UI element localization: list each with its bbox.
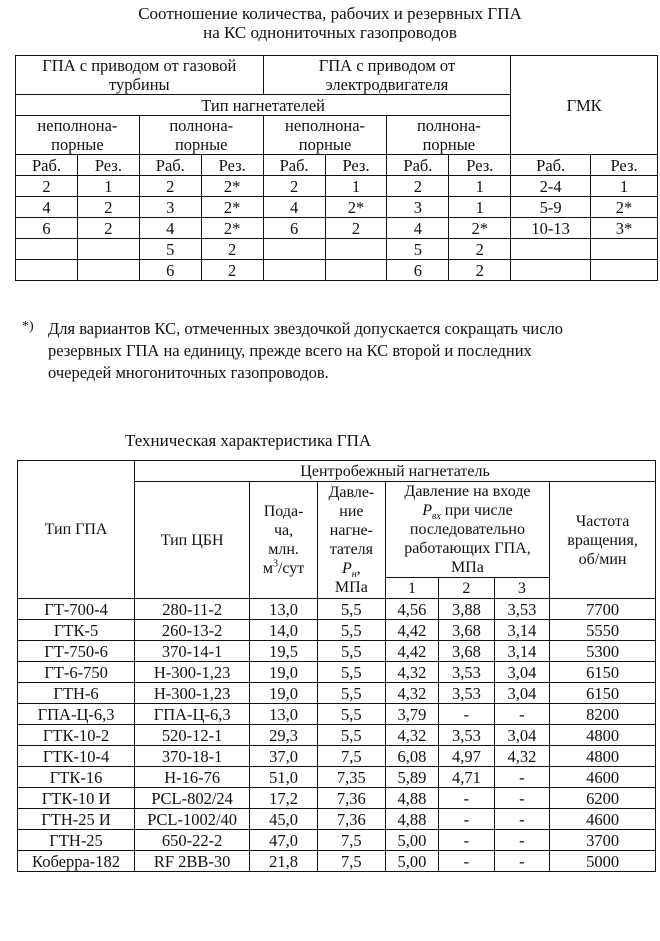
table-row (18, 641, 656, 662)
table-cell: Коберра-182 (18, 851, 135, 872)
table-cell: - (439, 830, 494, 851)
table-cell: 3 (387, 197, 449, 218)
table-cell (77, 260, 139, 281)
inlet-subscript: вх (431, 511, 441, 523)
table-cell: 5-9 (511, 197, 591, 218)
table-row (18, 767, 656, 788)
table-cell: 2 (263, 176, 325, 197)
header-inlet-line4: работающих ГПА, (404, 540, 531, 557)
footnote-line1: Для вариантов КС, отмеченных звездочкой допускается сокращать число (48, 319, 564, 338)
table-cell: - (439, 851, 494, 872)
supply-unit-m: м (262, 560, 273, 577)
table-cell: 520-12-1 (135, 725, 250, 746)
table-cell: 2 (16, 176, 78, 197)
table-cell: 3,04 (494, 662, 549, 683)
table-cell: 4 (139, 218, 201, 239)
header-reserve: Рез. (325, 155, 387, 176)
table-cell: 6 (16, 218, 78, 239)
table-cell: 4,97 (439, 746, 494, 767)
table-cell: 1 (77, 176, 139, 197)
table-cell: 2 (387, 176, 449, 197)
table-row (18, 830, 656, 851)
header-incomplete-1 (16, 116, 140, 155)
table-cell: 2* (591, 197, 658, 218)
table-cell: 47,0 (250, 830, 318, 851)
table-cell: Н-16-76 (135, 767, 250, 788)
header-inlet-line3: последовательно (409, 521, 525, 538)
table-cell: 6 (387, 260, 449, 281)
table-cell: 3,88 (439, 599, 494, 620)
footnote-text (48, 318, 658, 384)
table-cell: 14,0 (250, 620, 318, 641)
table-cell: 2* (201, 176, 263, 197)
table-cell: 3* (591, 218, 658, 239)
table-row (18, 851, 656, 872)
table-row (18, 788, 656, 809)
footnote-mark: *) (22, 319, 34, 334)
table-cell: 45,0 (250, 809, 318, 830)
header-inlet-line5: МПа (451, 559, 484, 576)
table-cell: 370-14-1 (135, 641, 250, 662)
table-cell: 2* (201, 197, 263, 218)
table-cell: 7700 (550, 599, 656, 620)
table-cell: 2 (449, 260, 511, 281)
table-cell: 1 (591, 176, 658, 197)
header-inlet-line1: Давление на входе (404, 483, 531, 500)
header-complete-1 (139, 116, 263, 155)
table-cell: 2* (325, 197, 387, 218)
header-speed-line2: вращения, (567, 531, 638, 549)
table-cell: 5,5 (317, 662, 385, 683)
header-work: Раб. (387, 155, 449, 176)
header-complete-1-line2: порные (174, 135, 228, 154)
table-cell: ГТК-10-4 (18, 746, 135, 767)
table-cell: 19,0 (250, 662, 318, 683)
table-cell: 1 (449, 176, 511, 197)
table-cell: 13,0 (250, 704, 318, 725)
header-supply-line2: ча, (273, 522, 294, 539)
header-complete-2-line2: порные (422, 135, 476, 154)
table-cell: - (439, 704, 494, 725)
table-cell: ГТ-6-750 (18, 662, 135, 683)
header-centrifugal: Центробежный нагнетатель (135, 461, 656, 482)
header-inlet (385, 482, 549, 578)
header-electric-line2: электродвигателя (325, 75, 449, 94)
table-cell: 370-18-1 (135, 746, 250, 767)
table-cell: 4,88 (385, 809, 438, 830)
header-type-gpa: Тип ГПА (18, 461, 135, 599)
table-cell: ГПА-Ц-6,3 (18, 704, 135, 725)
table-cell (325, 260, 387, 281)
table-cell: 37,0 (250, 746, 318, 767)
table-cell: 4,32 (385, 683, 438, 704)
table-cell: - (494, 809, 549, 830)
table-cell: PCL-1002/40 (135, 809, 250, 830)
table-cell: 6 (139, 260, 201, 281)
table1-title-line2: на КС однониточных газопроводов (203, 23, 457, 42)
inlet-rest: при числе (440, 502, 513, 519)
table-cell: 7,5 (317, 830, 385, 851)
header-reserve: Рез. (449, 155, 511, 176)
table-cell: 2 (449, 239, 511, 260)
header-work: Раб. (139, 155, 201, 176)
table-cell: 2 (77, 218, 139, 239)
header-complete-1-line1: полнона- (169, 116, 234, 135)
header-electric (263, 56, 511, 95)
table-cell: 6150 (550, 662, 656, 683)
header-inlet-line2 (386, 501, 549, 523)
header-incomplete-2 (263, 116, 387, 155)
table-cell (263, 239, 325, 260)
table-cell: ГТК-10 И (18, 788, 135, 809)
table-cell: 4,71 (439, 767, 494, 788)
table-cell: - (494, 767, 549, 788)
table-cell: PCL-802/24 (135, 788, 250, 809)
header-pressure-line3: нагне- (329, 522, 373, 539)
supply-unit-exponent: 3 (272, 558, 278, 570)
table-row (16, 197, 658, 218)
table-cell: 2* (201, 218, 263, 239)
table-cell: 280-11-2 (135, 599, 250, 620)
table-cell (77, 239, 139, 260)
table-cell: 13,0 (250, 599, 318, 620)
table-cell: 4,42 (385, 620, 438, 641)
table-cell: 2 (139, 176, 201, 197)
table-row (16, 260, 658, 281)
table-row (16, 218, 658, 239)
table-cell: RF 2BB-30 (135, 851, 250, 872)
table-cell: ГТН-25 И (18, 809, 135, 830)
table-cell: 3,14 (494, 641, 549, 662)
header-n1: 1 (385, 578, 438, 599)
table-cell: 6,08 (385, 746, 438, 767)
table-cell: 6200 (550, 788, 656, 809)
table-cell: 2 (325, 218, 387, 239)
table-cell: ГПА-Ц-6,3 (135, 704, 250, 725)
table-cell: ГТК-10-2 (18, 725, 135, 746)
table-cell: 5300 (550, 641, 656, 662)
table-cell: 5,5 (317, 620, 385, 641)
table-cell: - (494, 704, 549, 725)
table-cell: ГТН-6 (18, 683, 135, 704)
table-cell: 7,5 (317, 746, 385, 767)
table-cell: Н-300-1,23 (135, 683, 250, 704)
footnote-line3: очередей многониточных газопроводов. (48, 363, 329, 382)
table-cell: 5,5 (317, 599, 385, 620)
header-pressure-line6: МПа (334, 579, 368, 596)
header-gas-turbine-line1: ГПА с приводом от газовой (42, 56, 237, 75)
table-cell: 19,0 (250, 683, 318, 704)
table-cell: 5,00 (385, 851, 438, 872)
gpa-ratio-body (16, 176, 658, 281)
inlet-symbol: P (422, 502, 432, 519)
header-incomplete-2-line1: неполнона- (285, 116, 366, 135)
table-cell: 4 (263, 197, 325, 218)
table-cell: 7,36 (317, 809, 385, 830)
table-cell: 2 (201, 239, 263, 260)
table-cell: ГТН-25 (18, 830, 135, 851)
header-speed (550, 482, 656, 599)
header-speed-line3: об/мин (578, 550, 627, 568)
header-supply-line3: млн. (268, 541, 299, 558)
table1-title (0, 4, 660, 42)
gpa-ratio-table (15, 55, 658, 281)
table-cell: 6150 (550, 683, 656, 704)
table-row (18, 683, 656, 704)
gpa-specs-body (18, 599, 656, 872)
header-pressure-line5 (318, 559, 385, 581)
header-pressure-line4: тателя (329, 541, 374, 558)
header-gmk: ГМК (511, 56, 658, 155)
table-cell: 7,35 (317, 767, 385, 788)
footnote-line2: резервных ГПА на единицу, прежде всего на КС второй и последних (48, 341, 532, 360)
table-row (18, 809, 656, 830)
table-cell: 5,5 (317, 641, 385, 662)
table-cell: - (494, 851, 549, 872)
header-work: Раб. (263, 155, 325, 176)
header-pressure-line1: Давле- (328, 484, 375, 501)
table-row (16, 239, 658, 260)
table-cell: 4800 (550, 725, 656, 746)
table-cell: 5,5 (317, 704, 385, 725)
table-cell: 2 (201, 260, 263, 281)
header-work: Раб. (511, 155, 591, 176)
header-gas-turbine (16, 56, 264, 95)
footnote (22, 318, 658, 384)
table-cell: 2* (449, 218, 511, 239)
header-complete-2 (387, 116, 511, 155)
table-cell (511, 239, 591, 260)
table-cell: 4,32 (494, 746, 549, 767)
table-cell: 3,04 (494, 725, 549, 746)
table-row (18, 620, 656, 641)
table-cell (511, 260, 591, 281)
table-cell: 2-4 (511, 176, 591, 197)
table-row (18, 725, 656, 746)
table-cell: 3,68 (439, 620, 494, 641)
table-cell: 3700 (550, 830, 656, 851)
table-cell: 4,88 (385, 788, 438, 809)
table-cell: 4,42 (385, 641, 438, 662)
table-cell: ГТК-5 (18, 620, 135, 641)
table1-title-line1: Соотношение количества, рабочих и резервных ГПА (138, 4, 522, 23)
table-cell: 4600 (550, 809, 656, 830)
table-cell: 3,79 (385, 704, 438, 725)
header-supply-line1: Пода- (263, 503, 304, 520)
table-cell: 3,53 (439, 725, 494, 746)
table-cell (16, 239, 78, 260)
pressure-subscript: н (351, 569, 357, 581)
header-reserve: Рез. (591, 155, 658, 176)
table-cell: 4800 (550, 746, 656, 767)
table-cell: 1 (325, 176, 387, 197)
table-cell (591, 239, 658, 260)
header-gas-turbine-line2: турбины (108, 75, 170, 94)
table-cell: ГТК-16 (18, 767, 135, 788)
table-cell: - (494, 830, 549, 851)
table-cell: 5,89 (385, 767, 438, 788)
table-cell: 2 (77, 197, 139, 218)
table-cell: 5 (139, 239, 201, 260)
table-cell (591, 260, 658, 281)
header-incomplete-2-line2: порные (298, 135, 352, 154)
gpa-specs-table (17, 460, 656, 872)
table-cell: ГТ-750-6 (18, 641, 135, 662)
table-row (18, 704, 656, 725)
table-cell: - (494, 788, 549, 809)
table-cell: 5,5 (317, 683, 385, 704)
table-cell: 3 (139, 197, 201, 218)
table2-title: Техническая характеристика ГПА (125, 431, 372, 450)
table-cell: 8200 (550, 704, 656, 725)
table-cell: 19,5 (250, 641, 318, 662)
table-cell: 4 (16, 197, 78, 218)
header-reserve: Рез. (201, 155, 263, 176)
table-cell: 3,14 (494, 620, 549, 641)
table-cell: 6 (263, 218, 325, 239)
table-cell: 5,00 (385, 830, 438, 851)
table-cell: 3,68 (439, 641, 494, 662)
header-complete-2-line1: полнона- (416, 116, 481, 135)
table-cell: 3,53 (494, 599, 549, 620)
table-cell: 5000 (550, 851, 656, 872)
pressure-symbol: P (341, 560, 352, 577)
table-cell: - (439, 809, 494, 830)
table-cell: 4,32 (385, 662, 438, 683)
header-pressure-line2: ние (339, 503, 364, 520)
header-incomplete-1-line1: неполнона- (37, 116, 118, 135)
table-cell: 29,3 (250, 725, 318, 746)
table-cell: 3,53 (439, 683, 494, 704)
header-electric-line1: ГПА с приводом от (318, 56, 456, 75)
table-cell: 5,5 (317, 725, 385, 746)
header-pressure (317, 482, 385, 599)
header-reserve: Рез. (77, 155, 139, 176)
table-cell: 7,36 (317, 788, 385, 809)
table-cell: 4600 (550, 767, 656, 788)
header-type-cbn: Тип ЦБН (135, 482, 250, 599)
table-cell: 21,8 (250, 851, 318, 872)
table-row (16, 176, 658, 197)
table-cell: 10-13 (511, 218, 591, 239)
table-cell: 7,5 (317, 851, 385, 872)
header-speed-line1: Частота (575, 512, 630, 530)
table-cell: 5550 (550, 620, 656, 641)
header-supply (250, 482, 318, 599)
table-cell: - (439, 788, 494, 809)
table-cell: 260-13-2 (135, 620, 250, 641)
table-cell (325, 239, 387, 260)
header-work: Раб. (16, 155, 78, 176)
table-cell: 4,56 (385, 599, 438, 620)
header-incomplete-1-line2: порные (51, 135, 104, 154)
table-row (18, 746, 656, 767)
pressure-comma: , (356, 560, 361, 577)
table-cell: 4 (387, 218, 449, 239)
header-supply-line4 (250, 559, 317, 578)
header-n2: 2 (439, 578, 494, 599)
header-blower-type: Тип нагнетателей (16, 95, 511, 116)
table-row (18, 599, 656, 620)
supply-unit-per-day: /сут (277, 560, 305, 577)
table-cell: 1 (449, 197, 511, 218)
header-n3: 3 (494, 578, 549, 599)
table-cell: 4,32 (385, 725, 438, 746)
table-row (18, 662, 656, 683)
table-cell: 650-22-2 (135, 830, 250, 851)
table-cell (263, 260, 325, 281)
table-cell: 5 (387, 239, 449, 260)
table-cell: 3,04 (494, 683, 549, 704)
table-cell: 17,2 (250, 788, 318, 809)
table-cell: 3,53 (439, 662, 494, 683)
table-cell: ГТ-700-4 (18, 599, 135, 620)
table-cell: 51,0 (250, 767, 318, 788)
table-cell (16, 260, 78, 281)
table-cell: Н-300-1,23 (135, 662, 250, 683)
